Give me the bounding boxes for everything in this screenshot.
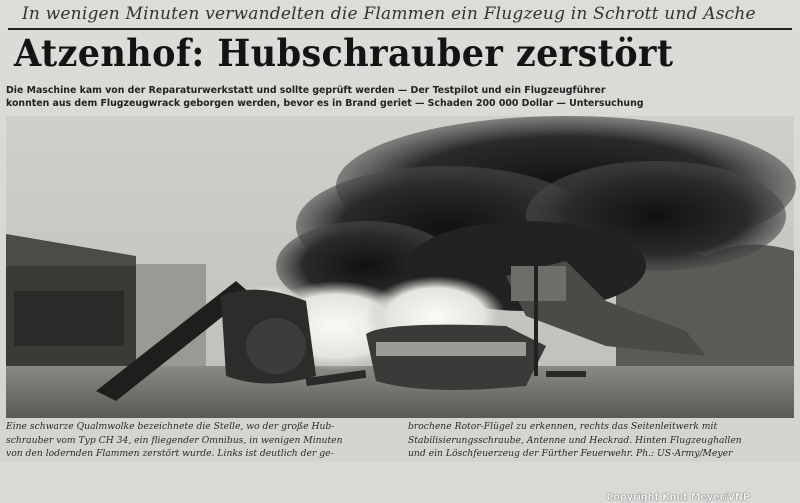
caption-line: brochene Rotor-Flügel zu erkennen, rechts das Seitenleitwerk mit <box>408 421 718 432</box>
headline: Atzenhof: Hubschrauber zerstört <box>14 32 674 76</box>
deck-line: konnten aus dem Flugzeugwrack geborgen werden, bevor es in Brand geriet — Schaden 200 000 Dollar — Untersuchung <box>6 98 644 109</box>
photo-credit-watermark: Copyright Knut Meyer/VNP <box>606 492 750 503</box>
caption-line: Stabilisierungsschraube, Antenne und Heckrad. Hinten Flugzeughallen <box>408 434 742 446</box>
caption-line: und ein Löschfeuerzeug der Fürther Feuerwehr. Ph.: US-Army/Meyer <box>408 448 733 459</box>
caption-left <box>6 420 398 461</box>
caption-line: schrauber vom Typ CH 34, ein fliegender Omnibus, in wenigen Minuten <box>6 434 343 446</box>
burning-helicopter-wreck-photo <box>6 116 794 418</box>
caption-right <box>408 420 794 461</box>
caption-line: Eine schwarze Qualmwolke bezeichnete die Stelle, wo der große Hub- <box>6 421 335 432</box>
caption-line: von den lodernden Flammen zerstört wurde. Links ist deutlich der ge- <box>6 448 334 459</box>
kicker-line: In wenigen Minuten verwandelten die Flammen ein Flugzeug in Schrott und Asche <box>22 4 756 24</box>
deck-line: Die Maschine kam von der Reparaturwerkstatt und sollte geprüft werden — Der Testpilot und ein Flugzeugführer <box>6 85 606 96</box>
deck <box>6 84 794 110</box>
